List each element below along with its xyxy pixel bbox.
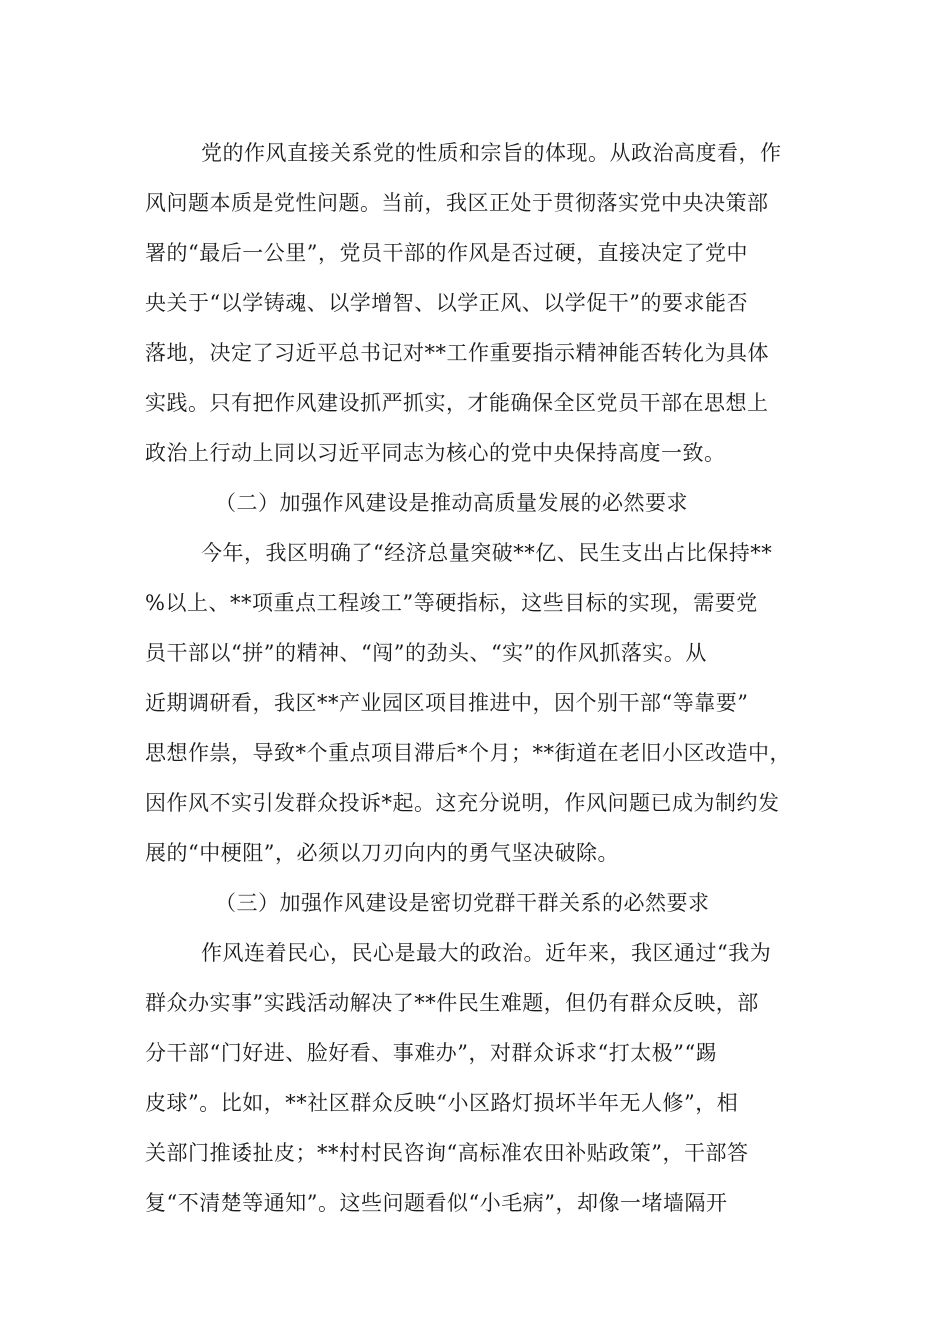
paragraph-2-line-1: 今年，我区明确了“经济总量突破**亿、民生支出占比保持**: [201, 541, 773, 565]
paragraph-3-line-3: 分干部“门好进、脸好看、事难办”，对群众诉求“打太极”“踢: [145, 1041, 718, 1065]
paragraph-1-line-6: 实践。只有把作风建设抓严抓实，才能确保全区党员干部在思想上: [145, 391, 769, 415]
paragraph-2-line-4: 近期调研看，我区**产业园区项目推进中，因个别干部“等靠要”: [145, 691, 749, 715]
paragraph-1-line-2: 风问题本质是党性问题。当前，我区正处于贯彻落实党中央决策部: [145, 191, 769, 215]
paragraph-1-line-4: 央关于“以学铸魂、以学增智、以学正风、以学促干”的要求能否: [145, 291, 748, 315]
paragraph-1-line-5: 落地，决定了习近平总书记对**工作重要指示精神能否转化为具体: [145, 341, 769, 365]
paragraph-2-line-2: %以上、**项重点工程竣工”等硬指标，这些目标的实现，需要党: [145, 591, 758, 615]
paragraph-2-line-5: 思想作祟，导致*个重点项目滞后*个月；**街道在老旧小区改造中，: [145, 741, 791, 765]
section-heading-2: （二）加强作风建设是推动高质量发展的必然要求: [215, 491, 688, 515]
paragraph-3-line-4: 皮球”。比如，**社区群众反映“小区路灯损坏半年无人修”，相: [145, 1091, 739, 1115]
paragraph-2-line-7: 展的“中梗阻”，必须以刀刃向内的勇气坚决破除。: [145, 841, 619, 865]
paragraph-3-line-6: 复“不清楚等通知”。这些问题看似“小毛病”，却像一堵墙隔开: [145, 1191, 728, 1215]
section-heading-3: （三）加强作风建设是密切党群干群关系的必然要求: [215, 891, 710, 915]
paragraph-1-line-1: 党的作风直接关系党的性质和宗旨的体现。从政治高度看，作: [201, 141, 782, 165]
paragraph-3-line-2: 群众办实事”实践活动解决了**件民生难题，但仍有群众反映，部: [145, 991, 759, 1015]
paragraph-1-line-3: 署的“最后一公里”，党员干部的作风是否过硬，直接决定了党中: [145, 241, 748, 265]
paragraph-3-line-1: 作风连着民心，民心是最大的政治。近年来，我区通过“我为: [201, 941, 772, 965]
paragraph-3-line-5: 关部门推诿扯皮；**村村民咨询“高标准农田补贴政策”，干部答: [145, 1141, 749, 1165]
paragraph-2-line-3: 员干部以“拼”的精神、“闯”的劲头、“实”的作风抓落实。从: [145, 641, 707, 665]
paragraph-1-line-7: 政治上行动上同以习近平同志为核心的党中央保持高度一致。: [145, 441, 726, 465]
paragraph-2-line-6: 因作风不实引发群众投诉*起。这充分说明，作风问题已成为制约发: [145, 791, 780, 815]
